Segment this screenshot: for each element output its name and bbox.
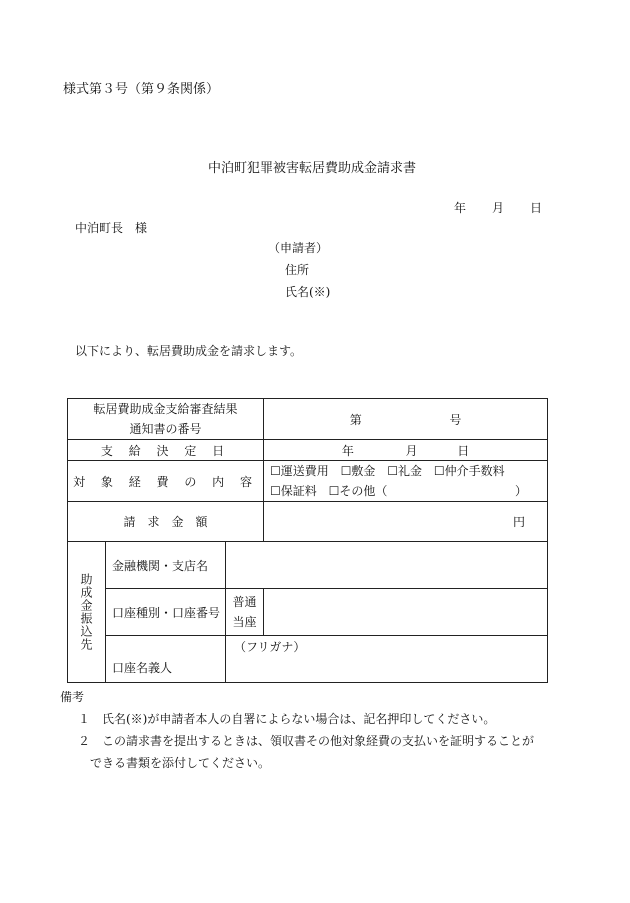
decision-date-day: 日: [457, 443, 470, 458]
account-number-field[interactable]: [264, 589, 548, 636]
holder-field[interactable]: [226, 636, 548, 683]
decision-date-year: 年: [341, 443, 354, 458]
bank-header: [68, 542, 106, 683]
addressee: 中泊町長 様: [75, 221, 148, 235]
notice-number-label: [68, 399, 264, 440]
claim-amount-label: 請 求 金 額: [68, 502, 264, 542]
applicant-label: （申請者）: [268, 241, 329, 255]
claim-amount-field[interactable]: [264, 502, 548, 542]
account-type[interactable]: [226, 589, 264, 636]
note-2-line2: できる書類を添付してください。: [90, 756, 271, 770]
date-day: 日: [530, 201, 543, 215]
note-2-line1: ２ この請求書を提出するときは、領収書その他対象経費の支払いを証明することが: [78, 734, 535, 748]
expense-content-field: [264, 461, 548, 502]
notes: [60, 686, 534, 774]
notice-number-suffix: 号: [449, 412, 462, 427]
note-1: １ 氏名(※)が申請者本人の自署によらない場合は、記名押印してください。: [78, 712, 496, 726]
date-month: 月: [492, 201, 505, 215]
account-type-current: 当座: [232, 615, 257, 629]
date-year: 年: [454, 201, 467, 215]
decision-date-month: 月: [405, 443, 418, 458]
checkbox-deposit[interactable]: ☐敷金: [340, 464, 376, 478]
checkbox-other[interactable]: ☐その他（: [328, 484, 388, 498]
checkbox-key-money[interactable]: ☐礼金: [387, 464, 422, 478]
checkbox-transport[interactable]: ☐運送費用: [270, 464, 329, 478]
lead-text: 以下により、転居費助成金を請求します。: [75, 344, 303, 358]
address-label: 住所: [285, 263, 310, 277]
notice-number-label-line2: 通知書の番号: [129, 422, 202, 436]
holder-label: 口座名義人: [106, 636, 226, 683]
name-label: 氏名(※): [285, 285, 331, 299]
claim-table: [67, 398, 548, 683]
notice-number-label-line1: 転居費助成金支給審査結果: [93, 402, 238, 416]
checkbox-guarantee-fee[interactable]: ☐保証料: [270, 484, 317, 498]
decision-date-field[interactable]: [264, 440, 548, 461]
decision-date-label: 支 給 決 定 日: [68, 440, 264, 461]
expense-content-label: 対 象 経 費 の 内 容: [68, 461, 264, 502]
form-number: 様式第３号（第９条関係）: [63, 82, 220, 97]
yen-unit: 円: [513, 515, 526, 529]
other-close: ）: [515, 484, 528, 498]
bank-name-label: 金融機関・支店名: [106, 542, 226, 589]
notes-heading: 備考: [60, 690, 85, 704]
account-label: 口座種別・口座番号: [106, 589, 226, 636]
bank-header-text: 助成金振込先: [79, 573, 93, 651]
notice-number-field[interactable]: [264, 399, 548, 440]
account-type-ordinary: 普通: [232, 595, 257, 609]
document-title: 中泊町犯罪被害転居費助成金請求書: [208, 161, 417, 176]
checkbox-agent-fee[interactable]: ☐仲介手数料: [433, 464, 505, 478]
bank-name-field[interactable]: [226, 542, 548, 589]
furigana-label: （フリガナ）: [234, 640, 306, 654]
notice-number-prefix: 第: [349, 412, 362, 427]
